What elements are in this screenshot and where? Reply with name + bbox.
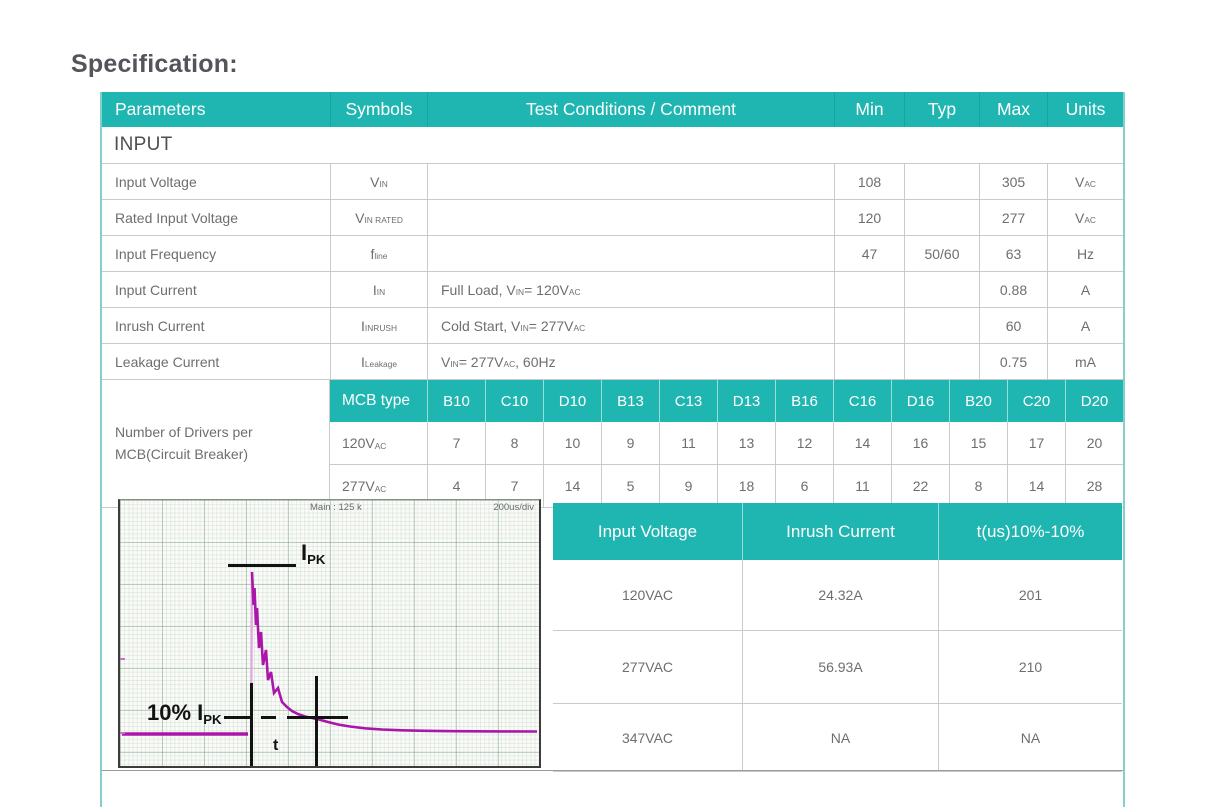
cell-parameter: Input Voltage <box>115 173 197 190</box>
mcb-value: 20 <box>1065 422 1123 464</box>
cell-max: 63 <box>979 236 1047 271</box>
cell-min <box>834 272 904 307</box>
cell-parameter: Inrush Current <box>115 317 205 334</box>
cell-parameter: Input Frequency <box>115 245 217 262</box>
mcb-value: 15 <box>949 422 1007 464</box>
table-row <box>102 344 1123 380</box>
mcb-header-d16: D16 <box>891 380 949 422</box>
mcb-value: 22 <box>891 465 949 507</box>
inrush-time: 210 <box>938 631 1122 703</box>
cell-typ <box>904 272 979 307</box>
mcb-header-c16: C16 <box>833 380 891 422</box>
header-units: Units <box>1047 92 1123 127</box>
inrush-current: NA <box>742 704 938 771</box>
mcb-header-c13: C13 <box>659 380 717 422</box>
inrush-current: 24.32A <box>742 560 938 630</box>
cell-min: 108 <box>834 164 904 199</box>
bottom-section-divider <box>102 770 1123 771</box>
inrush-header-time: t(us)10%-10% <box>938 503 1122 560</box>
mcb-row-120vac <box>330 422 1123 465</box>
mcb-value: 8 <box>949 465 1007 507</box>
mcb-value: 7 <box>485 465 543 507</box>
mcb-value: 9 <box>659 465 717 507</box>
mcb-value: 14 <box>1007 465 1065 507</box>
spec-header-row <box>102 92 1123 127</box>
cell-symbol: I INRUSH <box>330 308 427 343</box>
channel-tick <box>120 658 125 660</box>
table-row <box>102 236 1123 272</box>
mcb-value: 16 <box>891 422 949 464</box>
mcb-header-b13: B13 <box>601 380 659 422</box>
mcb-value: 8 <box>485 422 543 464</box>
threshold-dashed-line <box>261 716 299 719</box>
cell-units: A <box>1047 272 1123 307</box>
inrush-voltage: 277VAC <box>621 659 674 675</box>
mcb-value: 5 <box>601 465 659 507</box>
cell-min: 47 <box>834 236 904 271</box>
mcb-header-b10: B10 <box>427 380 485 422</box>
mcb-row-label: Number of Drivers per MCB(Circuit Breaker) <box>115 423 253 462</box>
table-row <box>102 272 1123 308</box>
cell-max: 60 <box>979 308 1047 343</box>
cell-parameter: Input Current <box>115 281 197 298</box>
mcb-header-b16: B16 <box>775 380 833 422</box>
mcb-row-label-cell <box>102 380 330 508</box>
time-interval-label: t <box>273 737 279 754</box>
table-row <box>102 308 1123 344</box>
threshold-cross-line <box>299 716 348 719</box>
cell-symbol: f line <box>330 236 427 271</box>
cell-parameter: Rated Input Voltage <box>115 209 238 226</box>
cell-typ <box>904 344 979 379</box>
cell-typ: 50/60 <box>904 236 979 271</box>
cell-min <box>834 308 904 343</box>
header-min: Min <box>834 92 904 127</box>
inrush-voltage: 347VAC <box>621 729 674 746</box>
cell-min <box>834 344 904 379</box>
inrush-waveform-chart <box>118 499 541 768</box>
cell-condition <box>427 236 834 271</box>
header-max: Max <box>979 92 1047 127</box>
mcb-header-d10: D10 <box>543 380 601 422</box>
inrush-header-row <box>553 503 1122 560</box>
header-parameters: Parameters <box>115 99 206 119</box>
inrush-row-347vac <box>553 704 1122 772</box>
peak-label: IPK <box>301 540 326 568</box>
specification-table <box>100 92 1125 807</box>
table-row <box>102 164 1123 200</box>
mcb-row-voltage: 277V AC <box>342 478 387 494</box>
cell-max: 277 <box>979 200 1047 235</box>
cell-parameter: Leakage Current <box>115 353 220 370</box>
inrush-summary-table <box>553 503 1122 772</box>
time-end-marker <box>315 676 318 768</box>
inrush-header-voltage: Input Voltage <box>597 521 698 541</box>
inrush-header-current: Inrush Current <box>742 503 938 560</box>
mcb-header-c20: C20 <box>1007 380 1065 422</box>
cell-units: Hz <box>1047 236 1123 271</box>
mcb-value: 6 <box>775 465 833 507</box>
cell-max: 0.88 <box>979 272 1047 307</box>
mcb-value: 17 <box>1007 422 1065 464</box>
mcb-value: 9 <box>601 422 659 464</box>
inrush-row-120vac <box>553 560 1122 631</box>
mcb-header-type: MCB type <box>342 392 411 409</box>
channel-tick <box>120 732 125 734</box>
inrush-trace <box>120 500 539 766</box>
mcb-header-row <box>330 380 1123 422</box>
header-test-conditions: Test Conditions / Comment <box>427 92 834 127</box>
mcb-value: 14 <box>833 422 891 464</box>
time-start-marker <box>250 683 253 768</box>
cell-units: V AC <box>1047 200 1123 235</box>
mcb-value: 28 <box>1065 465 1123 507</box>
mcb-value: 11 <box>833 465 891 507</box>
cell-condition: Full Load, V IN = 120V AC <box>427 272 834 307</box>
inrush-time: NA <box>938 704 1122 771</box>
mcb-header-c10: C10 <box>485 380 543 422</box>
section-row-input <box>102 127 1123 164</box>
table-row <box>102 200 1123 236</box>
cell-condition <box>427 200 834 235</box>
header-typ: Typ <box>904 92 979 127</box>
mcb-header-d20: D20 <box>1065 380 1123 422</box>
cell-symbol: I IN <box>330 272 427 307</box>
mcb-value: 18 <box>717 465 775 507</box>
threshold-line-segment <box>224 716 253 719</box>
scope-timebase-label: 200us/div <box>493 502 534 513</box>
mcb-drivers-block <box>102 380 1123 506</box>
header-symbols: Symbols <box>330 92 427 127</box>
cell-symbol: I Leakage <box>330 344 427 379</box>
cell-condition: V IN = 277V AC , 60Hz <box>427 344 834 379</box>
cell-max: 305 <box>979 164 1047 199</box>
mcb-value: 12 <box>775 422 833 464</box>
mcb-sub-table <box>330 380 1123 508</box>
mcb-value: 13 <box>717 422 775 464</box>
mcb-value: 4 <box>427 465 485 507</box>
cell-symbol: V IN RATED <box>330 200 427 235</box>
inrush-voltage: 120VAC <box>621 587 674 603</box>
section-label: INPUT <box>114 134 173 155</box>
cell-typ <box>904 308 979 343</box>
cell-condition: Cold Start, V IN = 277V AC <box>427 308 834 343</box>
mcb-value: 7 <box>427 422 485 464</box>
inrush-time: 201 <box>938 560 1122 630</box>
inrush-row-277vac <box>553 631 1122 704</box>
cell-min: 120 <box>834 200 904 235</box>
cell-symbol: V IN <box>330 164 427 199</box>
mcb-header-d13: D13 <box>717 380 775 422</box>
mcb-header-b20: B20 <box>949 380 1007 422</box>
peak-marker-line <box>228 564 296 567</box>
mcb-value: 11 <box>659 422 717 464</box>
cell-typ <box>904 164 979 199</box>
mcb-value: 10 <box>543 422 601 464</box>
cell-units: A <box>1047 308 1123 343</box>
cell-units: V AC <box>1047 164 1123 199</box>
cell-typ <box>904 200 979 235</box>
page-title: Specification: <box>71 50 238 78</box>
mcb-value: 14 <box>543 465 601 507</box>
cell-units: mA <box>1047 344 1123 379</box>
cell-max: 0.75 <box>979 344 1047 379</box>
cell-condition <box>427 164 834 199</box>
scope-main-label: Main : 125 k <box>310 502 362 513</box>
mcb-row-voltage: 120V AC <box>342 435 387 451</box>
inrush-current: 56.93A <box>742 631 938 703</box>
threshold-label: 10% IPK <box>147 700 222 728</box>
